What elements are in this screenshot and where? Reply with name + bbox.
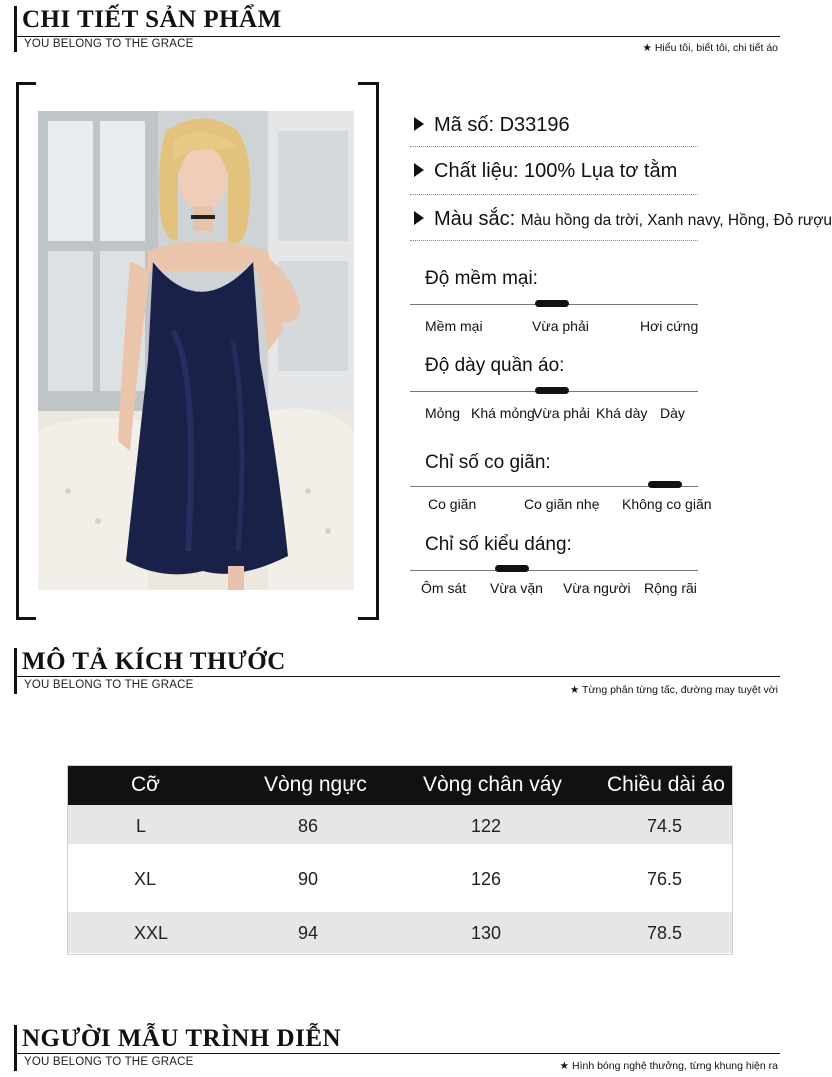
- table-row: [68, 805, 732, 844]
- scale-indicator: [535, 300, 569, 307]
- table-cell: 90: [298, 869, 319, 889]
- section-title-model-showcase: NGƯỜI MẪU TRÌNH DIỄN: [22, 1025, 342, 1052]
- scale-title-elasticity: Chỉ số co giãn:: [425, 452, 551, 473]
- section-tagline: ★ Từng phân từng tấc, đường may tuyệt vời: [569, 684, 778, 696]
- arrow-right-icon: [414, 211, 424, 225]
- section-title-size-description: MÔ TẢ KÍCH THƯỚC: [22, 648, 286, 675]
- frame-corner: [16, 617, 36, 620]
- scale-title-softness: Độ mềm mại:: [425, 268, 538, 289]
- scale-label: Vừa phải: [533, 405, 590, 421]
- table-cell: L: [136, 816, 147, 836]
- dotted-divider: [410, 146, 698, 147]
- section-divider: [14, 36, 780, 37]
- table-cell: 126: [471, 869, 502, 889]
- scale-title-thickness: Độ dày quần áo:: [425, 355, 565, 376]
- arrow-right-icon: [414, 163, 424, 177]
- section-divider: [14, 676, 780, 677]
- table-cell: XL: [134, 869, 157, 889]
- section-divider: [14, 1053, 780, 1054]
- table-cell: 86: [298, 816, 319, 836]
- scale-indicator: [648, 481, 682, 488]
- section-accent-bar: [14, 1025, 17, 1071]
- scale-indicator: [535, 387, 569, 394]
- scale-label: Khá mỏng: [471, 405, 535, 421]
- arrow-right-icon: [414, 117, 424, 131]
- table-header-row: [68, 766, 732, 805]
- section-accent-bar: [14, 6, 17, 52]
- section-title-product-details: CHI TIẾT SẢN PHẨM: [22, 6, 282, 33]
- frame-left: [16, 82, 19, 620]
- frame-corner: [16, 82, 36, 85]
- size-table: [67, 765, 733, 955]
- product-code: Mã số: D33196: [414, 114, 570, 137]
- table-header-cell: Cỡ: [131, 773, 160, 796]
- dotted-divider: [410, 240, 698, 241]
- dotted-divider: [410, 194, 698, 195]
- scale-label: Hơi cứng: [640, 318, 699, 334]
- frame-corner: [358, 617, 378, 620]
- scale-track: [410, 570, 698, 571]
- scale-label: Dày: [660, 405, 685, 421]
- table-cell: 130: [471, 923, 502, 943]
- scale-indicator: [495, 565, 529, 572]
- table-row: [68, 912, 732, 953]
- scale-label: Không co giãn: [622, 496, 712, 512]
- table-cell: 76.5: [647, 869, 683, 889]
- table-cell: 74.5: [647, 816, 683, 836]
- scale-label: Vừa vặn: [490, 580, 543, 596]
- section-subtitle: YOU BELONG TO THE GRACE: [24, 1056, 194, 1068]
- scale-label: Vừa người: [563, 580, 631, 596]
- frame-corner: [358, 82, 378, 85]
- frame-right: [376, 82, 379, 620]
- section-tagline: ★ Hình bóng nghệ thưởng, từng khung hiện ra: [559, 1060, 778, 1072]
- scale-label: Vừa phải: [532, 318, 589, 334]
- table-cell: XXL: [134, 923, 169, 943]
- table-cell: 78.5: [647, 923, 683, 943]
- table-cell: 94: [298, 923, 319, 943]
- table-cell: 122: [471, 816, 502, 836]
- scale-title-fit: Chỉ số kiểu dáng:: [425, 534, 572, 555]
- product-material: Chất liệu: 100% Lụa tơ tằm: [414, 160, 677, 183]
- section-tagline: ★ Hiểu tôi, biết tôi, chi tiết áo: [642, 42, 778, 54]
- scale-label: Khá dày: [596, 405, 648, 421]
- table-header-cell: Chiều dài áo: [607, 773, 725, 796]
- scale-label: Mềm mại: [425, 318, 483, 334]
- product-colors: Màu sắc: Màu hồng da trời, Xanh navy, Hồng, Đỏ rượu: [414, 208, 832, 231]
- section-subtitle: YOU BELONG TO THE GRACE: [24, 38, 194, 50]
- scale-label: Co giãn: [428, 496, 477, 512]
- scale-label: Mỏng: [425, 405, 461, 421]
- table-header-cell: Vòng ngực: [264, 773, 367, 796]
- table-header-cell: Vòng chân váy: [423, 773, 562, 796]
- product-photo: [38, 111, 354, 590]
- scale-label: Rộng rãi: [644, 580, 697, 596]
- scale-label: Co giãn nhẹ: [524, 496, 600, 512]
- section-accent-bar: [14, 648, 17, 694]
- table-row: [68, 844, 732, 912]
- scale-label: Ôm sát: [421, 580, 467, 596]
- section-subtitle: YOU BELONG TO THE GRACE: [24, 679, 194, 691]
